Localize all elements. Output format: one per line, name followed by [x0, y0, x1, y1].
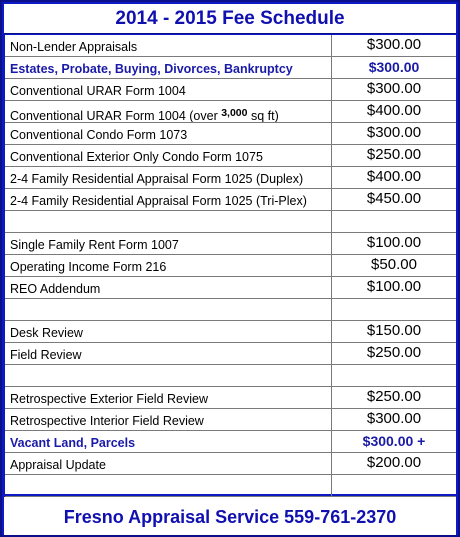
row-fee	[332, 211, 456, 232]
row-fee: $50.00	[371, 256, 417, 273]
row-label: Retrospective Interior Field Review	[5, 409, 332, 430]
row-label-suffix: sq ft)	[247, 109, 279, 122]
row-label	[5, 365, 332, 386]
table-row	[5, 387, 456, 409]
row-fee: $400.00	[366, 168, 422, 185]
table-row	[5, 321, 456, 343]
row-fee: $300.00 +	[362, 433, 426, 449]
row-fee: $300.00	[366, 36, 422, 53]
row-label: Retrospective Exterior Field Review	[5, 387, 332, 408]
table-row	[5, 35, 456, 57]
table-row	[5, 255, 456, 277]
row-label: Conventional Exterior Only Condo Form 1075	[5, 145, 332, 166]
table-row	[5, 79, 456, 101]
row-label	[5, 299, 332, 320]
table-row	[5, 409, 456, 431]
row-label: 2-4 Family Residential Appraisal Form 1025 (Duplex)	[5, 167, 332, 188]
row-fee: $450.00	[366, 190, 422, 207]
row-label: Non-Lender Appraisals	[5, 35, 332, 56]
table-row-empty	[5, 299, 456, 321]
table-row	[5, 57, 456, 79]
row-fee: $250.00	[366, 388, 422, 405]
row-label-text: Conventional URAR Form 1004 (over	[10, 109, 222, 122]
table-row	[5, 101, 456, 123]
row-fee: $100.00	[366, 278, 422, 295]
table-row	[5, 431, 456, 453]
table-row	[5, 145, 456, 167]
table-row	[5, 277, 456, 299]
table-row-empty	[5, 211, 456, 233]
fee-table	[5, 35, 456, 494]
row-label: Conventional Condo Form 1073	[5, 123, 332, 144]
row-label: Desk Review	[5, 321, 332, 342]
row-label: Field Review	[5, 343, 332, 364]
row-label: Vacant Land, Parcels	[5, 431, 332, 452]
table-row	[5, 233, 456, 255]
row-fee: $150.00	[366, 322, 422, 339]
table-row-empty	[5, 365, 456, 387]
row-fee	[332, 475, 456, 496]
table-row	[5, 453, 456, 475]
row-fee: $250.00	[366, 146, 422, 163]
row-fee: $300.00	[366, 80, 422, 97]
row-fee: $400.00	[366, 102, 422, 119]
row-label: Single Family Rent Form 1007	[5, 233, 332, 254]
table-row	[5, 343, 456, 365]
row-label	[5, 101, 332, 122]
row-fee	[332, 299, 456, 320]
row-label	[5, 211, 332, 232]
row-label	[5, 475, 332, 496]
row-label: Appraisal Update	[5, 453, 332, 474]
row-fee	[332, 365, 456, 386]
table-row	[5, 167, 456, 189]
row-fee: $200.00	[366, 454, 422, 471]
footer-contact: Fresno Appraisal Service 559-761-2370	[4, 497, 456, 535]
page-title: 2014 - 2015 Fee Schedule	[4, 4, 456, 34]
row-fee: $300.00	[368, 59, 420, 75]
table-row	[5, 123, 456, 145]
row-label: Estates, Probate, Buying, Divorces, Bankruptcy	[5, 57, 332, 78]
row-label: REO Addendum	[5, 277, 332, 298]
square-feet-value: 3,000	[221, 107, 248, 119]
row-fee: $300.00	[366, 124, 422, 141]
row-fee: $300.00	[366, 410, 422, 427]
row-label: Conventional URAR Form 1004	[5, 79, 332, 100]
row-label: Operating Income Form 216	[5, 255, 332, 276]
table-row-empty	[5, 475, 456, 497]
row-label: 2-4 Family Residential Appraisal Form 1025 (Tri-Plex)	[5, 189, 332, 210]
row-fee: $250.00	[366, 344, 422, 361]
row-fee: $100.00	[366, 234, 422, 251]
table-row	[5, 189, 456, 211]
